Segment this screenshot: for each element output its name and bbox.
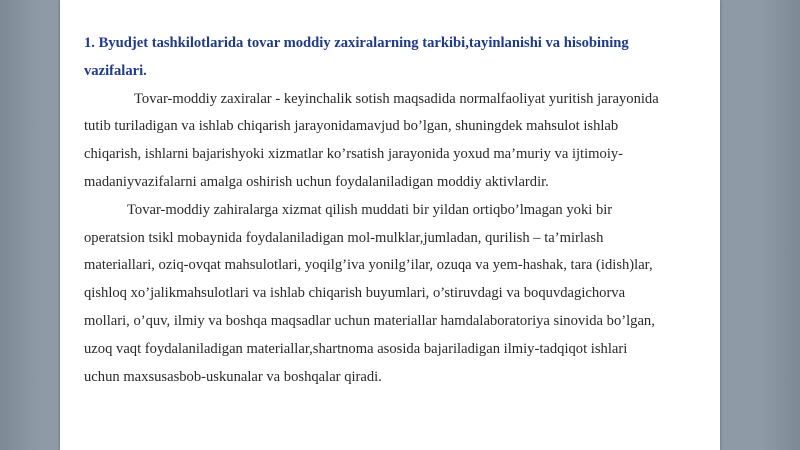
- text-line: chiqarish, ishlarni bajarishyoki xizmatlar ko’rsatish jarayonida yoxud ma’muriy va ijtimoiy-: [84, 146, 624, 163]
- text-line: qishloq xo’jalikmahsulotlari va ishlab chiqarish buyumlari, o’stiruvdagi va boquvdagichorva: [84, 285, 626, 302]
- paragraph-definition: [84, 86, 696, 197]
- text-line: materiallari, oziq-ovqat mahsulotlari, yoqilg’iva yonilg’ilar, ozuqa va yem-hashak, tara (idish)lar,: [84, 257, 653, 274]
- text-line: operatsion tsikl mobaynida foydalaniladigan mol-mulklar,jumladan, qurilish – ta’mirlash: [84, 229, 604, 246]
- text-line: mollari, o’quv, ilmiy va boshqa maqsadlar uchun materiallar hamdalaboratoriya sinovida bo’lgan,: [84, 312, 655, 329]
- text-line: Tovar-moddiy zaxiralar - keyinchalik sotish maqsadida normalfaoliyat yuritish jarayonida: [134, 90, 659, 107]
- text-line: madaniyvazifalarni amalga oshirish uchun foydalaniladigan moddiy aktivlardir.: [84, 173, 549, 190]
- text-line: uzoq vaqt foydalaniladigan materiallar,shartnoma asosida bajariladigan ilmiy-tadqiqot ishlari: [84, 340, 628, 357]
- text-line: Tovar-moddiy zahiralarga xizmat qilish muddati bir yildan ortiqbo’lmagan yoki bir: [127, 201, 613, 218]
- section-heading: [84, 30, 696, 86]
- text-line: uchun maxsusasbob-uskunalar va boshqalar qiradi.: [84, 368, 382, 385]
- document-page: [60, 0, 720, 450]
- text-line: tutib turiladigan va ishlab chiqarish jarayonidamavjud bo’lgan, shuningdek mahsulot ishlab: [84, 118, 619, 135]
- paragraph-composition: [84, 197, 696, 392]
- heading-line: vazifalari.: [84, 62, 147, 79]
- page-content: [84, 30, 696, 391]
- heading-line: 1. Byudjet tashkilotlarida tovar moddiy zaxiralarning tarkibi,tayinlanishi va hisobining: [84, 35, 629, 51]
